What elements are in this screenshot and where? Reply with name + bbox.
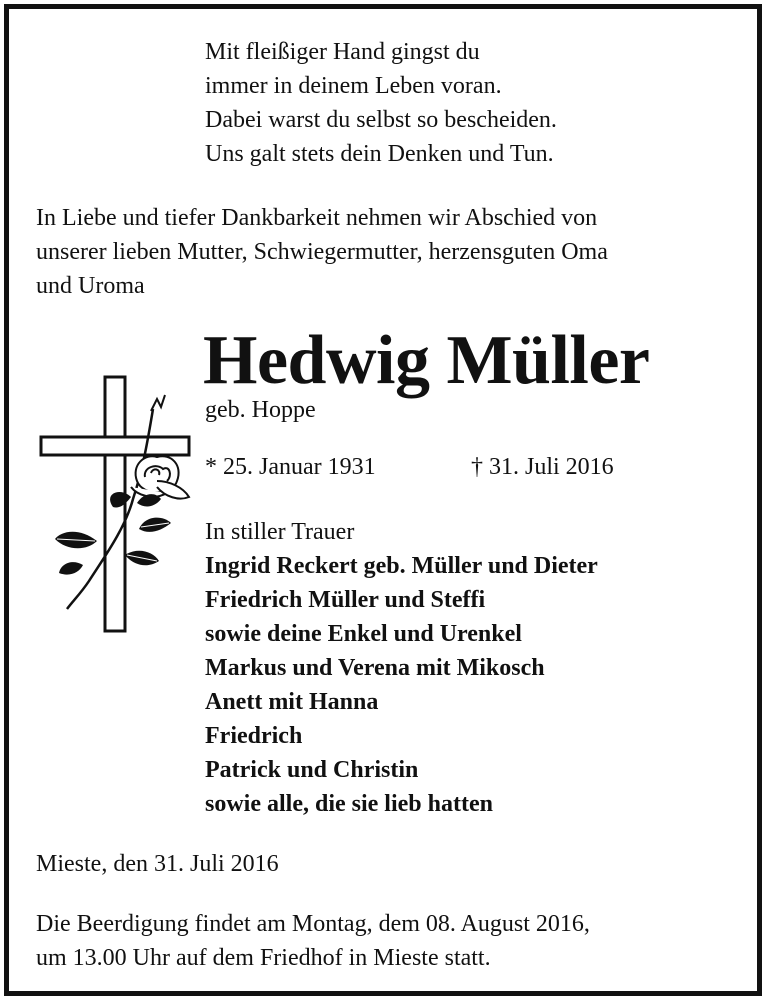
funeral-line: um 13.00 Uhr auf dem Friedhof in Mieste statt.	[36, 945, 491, 971]
funeral-notice	[36, 907, 590, 975]
obituary-notice	[4, 4, 762, 996]
deceased-name: Hedwig Müller	[203, 322, 650, 399]
death-date: † 31. Juli 2016	[471, 454, 614, 480]
mourner-line: Friedrich	[205, 723, 303, 749]
farewell-line: und Uroma	[36, 273, 145, 299]
life-dates	[205, 452, 614, 482]
poem	[205, 35, 557, 171]
poem-line: Uns galt stets dein Denken und Tun.	[205, 141, 554, 167]
mourner-line: Patrick und Christin	[205, 757, 419, 783]
place-and-date: Mieste, den 31. Juli 2016	[36, 851, 279, 877]
mourner-line: Anett mit Hanna	[205, 689, 379, 715]
farewell-line: unserer lieben Mutter, Schwiegermutter, herzensguten Oma	[36, 239, 608, 265]
farewell-line: In Liebe und tiefer Dankbarkeit nehmen wir Abschied von	[36, 205, 598, 231]
mourners-list	[205, 515, 598, 821]
poem-line: Mit fleißiger Hand gingst du	[205, 39, 480, 65]
mourner-line: Ingrid Reckert geb. Müller und Dieter	[205, 553, 598, 579]
funeral-line: Die Beerdigung findet am Montag, dem 08. August 2016,	[36, 911, 590, 937]
mourners-intro: In stiller Trauer	[205, 519, 355, 545]
mourner-line: sowie deine Enkel und Urenkel	[205, 621, 522, 647]
farewell-text	[36, 201, 736, 303]
poem-line: immer in deinem Leben voran.	[205, 73, 502, 99]
mourner-line: Friedrich Müller und Steffi	[205, 587, 486, 613]
poem-line: Dabei warst du selbst so bescheiden.	[205, 107, 557, 133]
birth-date: * 25. Januar 1931	[205, 454, 376, 480]
mourner-line: Markus und Verena mit Mikosch	[205, 655, 545, 681]
mourner-line: sowie alle, die sie lieb hatten	[205, 791, 493, 817]
maiden-name: geb. Hoppe	[205, 397, 316, 423]
cross-with-rose-icon	[33, 369, 193, 639]
